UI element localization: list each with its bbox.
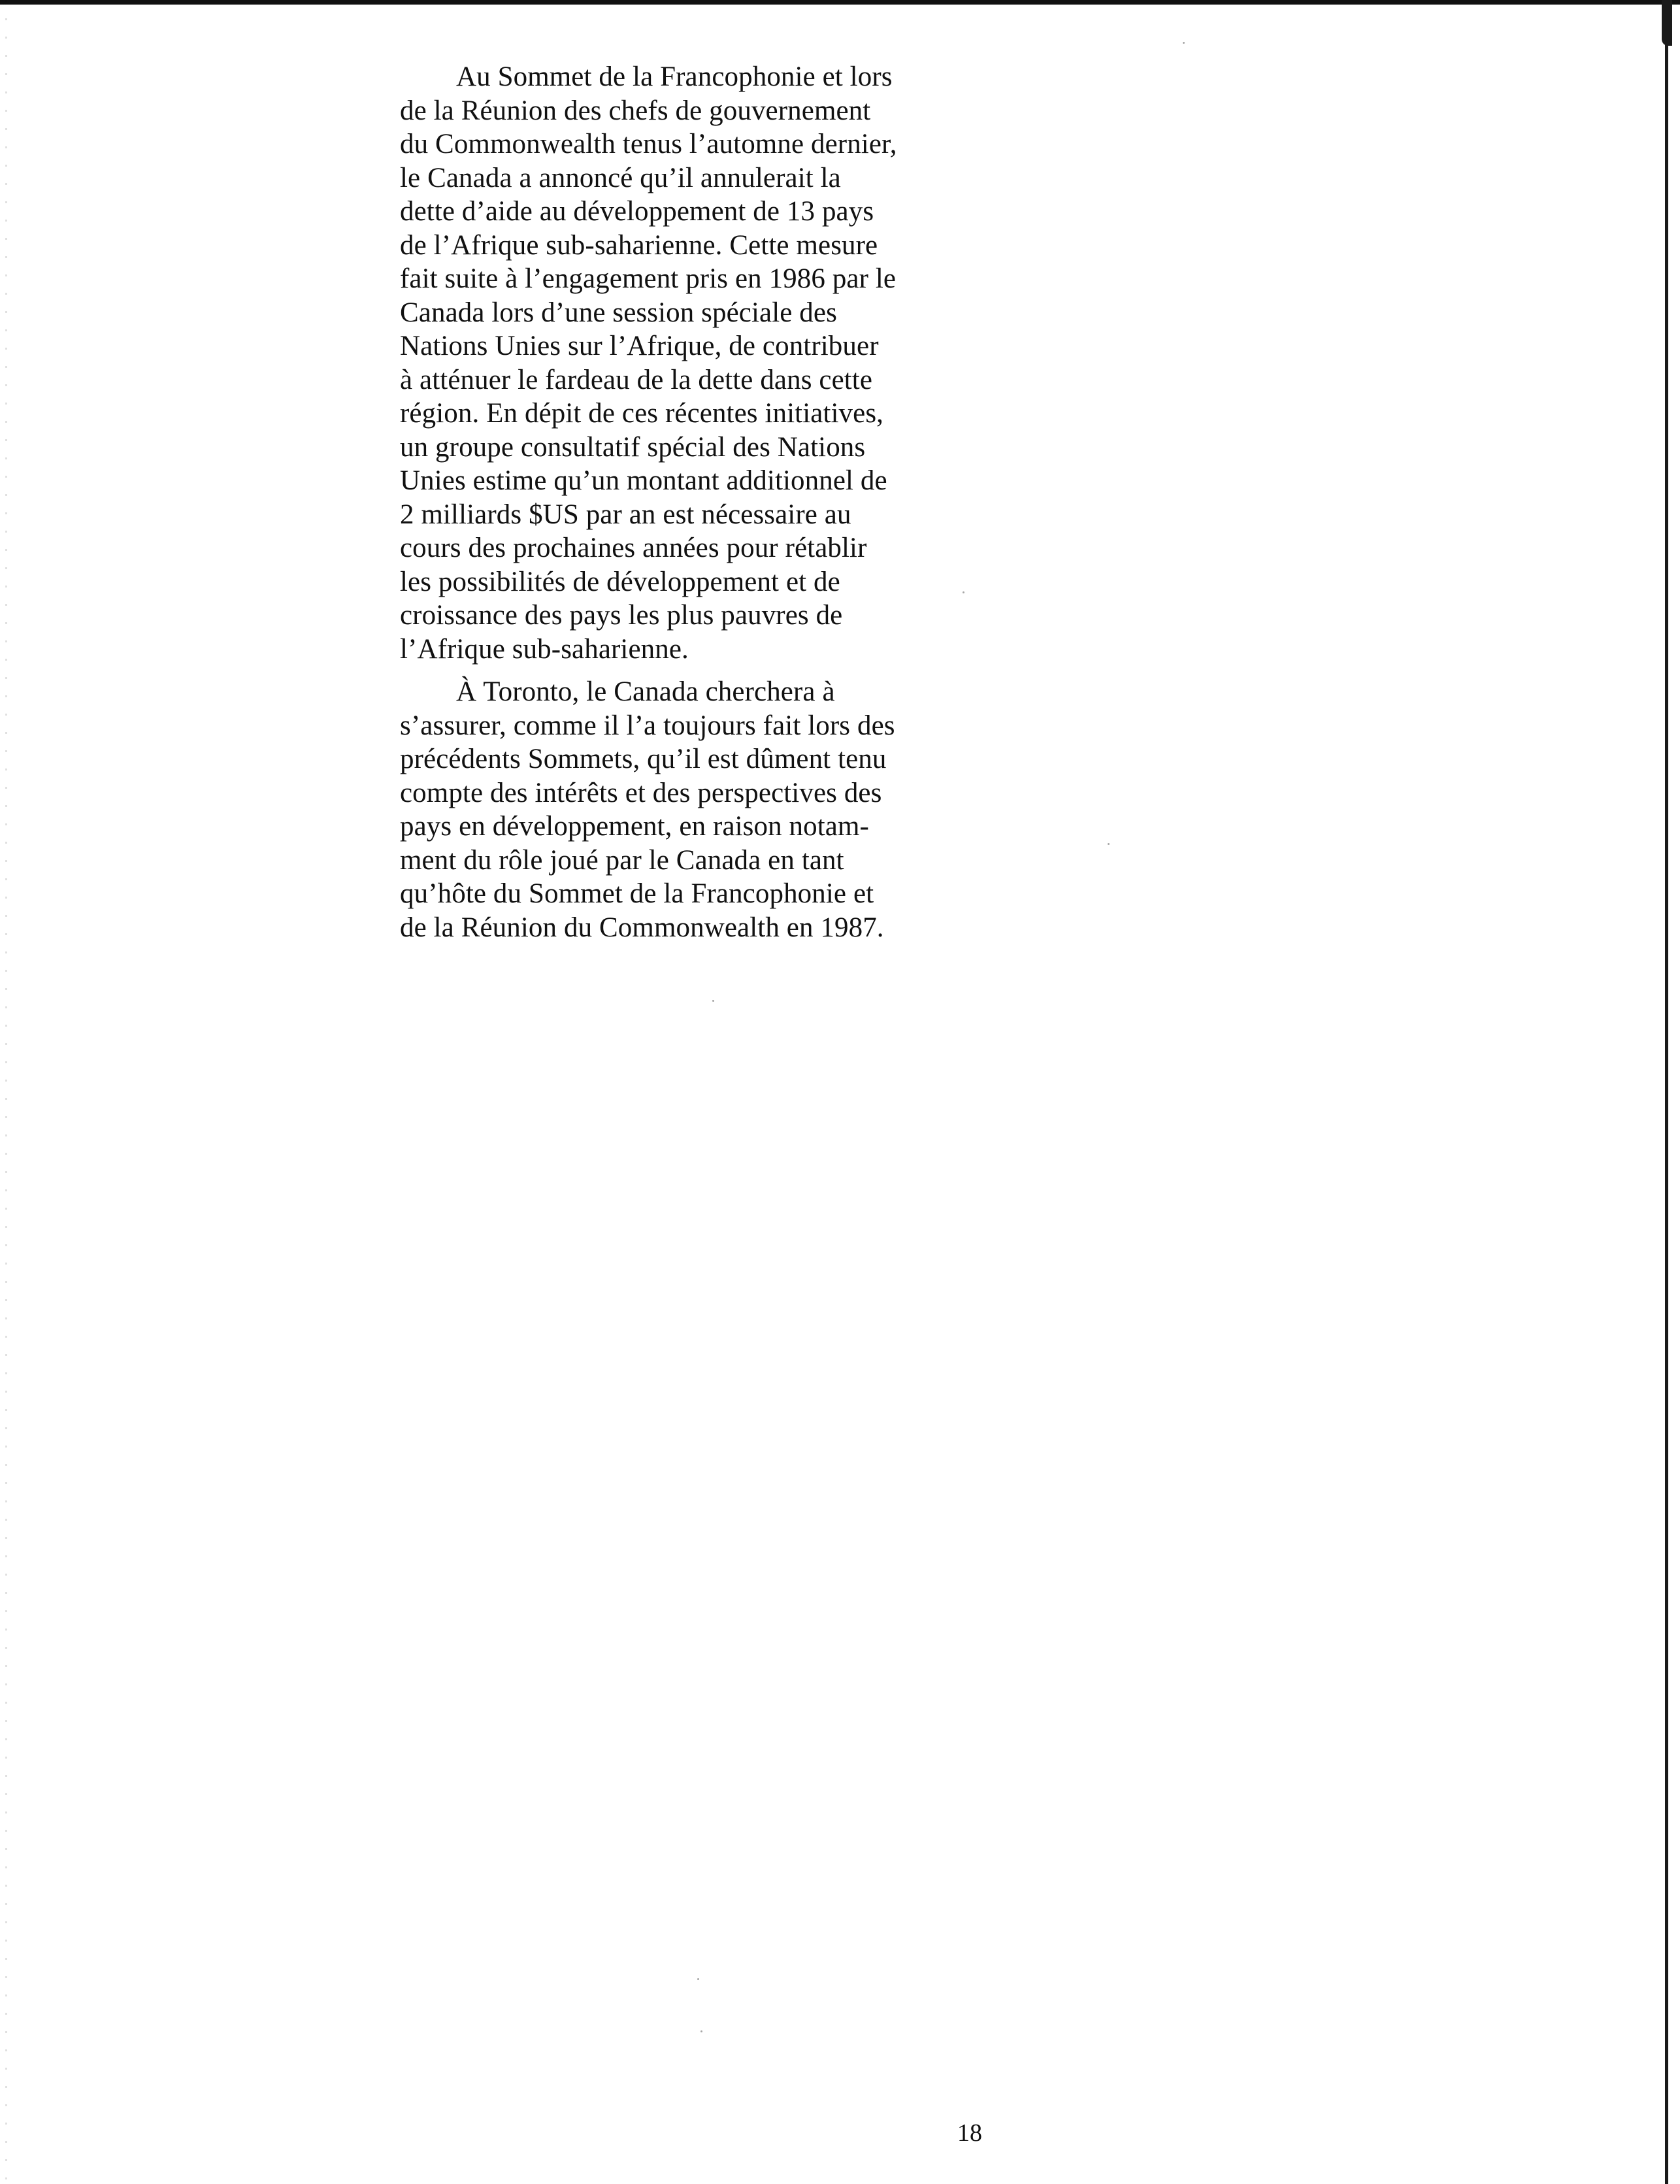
text-line: pays en développement, en raison notam-: [400, 811, 869, 842]
scan-speck: [712, 1000, 714, 1002]
text-line: région. En dépit de ces récentes initiatives,: [400, 398, 884, 429]
text-line: de l’Afrique sub-saharienne. Cette mesure: [400, 229, 878, 261]
text-line: du Commonwealth tenus l’automne dernier,: [400, 129, 897, 159]
text-line: un groupe consultatif spécial des Nations: [400, 431, 866, 463]
scan-speck: [1108, 843, 1110, 845]
paragraph-debt-relief: [400, 60, 975, 666]
text-line: croissance des pays les plus pauvres de: [400, 600, 843, 631]
text-line: 2 milliards $US par an est nécessaire au: [400, 499, 851, 530]
text-line: précédents Sommets, qu’il est dûment tenu: [400, 744, 887, 774]
page-number: 18: [957, 2119, 982, 2147]
text-line: de la Réunion des chefs de gouvernement: [400, 95, 871, 126]
right-border-rule: [1665, 0, 1668, 2184]
text-line: qu’hôte du Sommet de la Francophonie et: [400, 878, 874, 909]
text-line: À Toronto, le Canada cherchera à: [456, 676, 835, 707]
text-line: de la Réunion du Commonwealth en 1987.: [400, 912, 884, 943]
scan-speck: [700, 2030, 702, 2032]
left-edge-scan-noise: [5, 0, 7, 2184]
text-line: à atténuer le fardeau de la dette dans cette: [400, 364, 873, 395]
text-line: ment du rôle joué par le Canada en tant: [400, 844, 844, 876]
text-line: cours des prochaines années pour rétablir: [400, 533, 867, 563]
right-border-corner: [1662, 0, 1672, 46]
text-line: Unies estime qu’un montant additionnel de: [400, 465, 887, 496]
text-line: Canada lors d’une session spéciale des: [400, 297, 837, 328]
text-line: fait suite à l’engagement pris en 1986 par le: [400, 263, 897, 294]
paragraph-toronto-summit: [400, 675, 975, 944]
body-text-column: [400, 60, 975, 944]
text-line: s’assurer, comme il l’a toujours fait lors des: [400, 710, 895, 741]
text-line: le Canada a annoncé qu’il annulerait la: [400, 162, 841, 193]
text-line: dette d’aide au développement de 13 pays: [400, 196, 874, 227]
top-border-rule: [0, 0, 1680, 5]
scan-speck: [697, 1978, 699, 1980]
text-line: les possibilités de développement et de: [400, 566, 840, 597]
text-line: Au Sommet de la Francophonie et lors: [456, 61, 893, 92]
text-line: l’Afrique sub-saharienne.: [400, 633, 689, 665]
text-line: compte des intérêts et des perspectives des: [400, 777, 882, 808]
scan-speck: [1183, 42, 1185, 44]
text-line: Nations Unies sur l’Afrique, de contribuer: [400, 331, 879, 361]
